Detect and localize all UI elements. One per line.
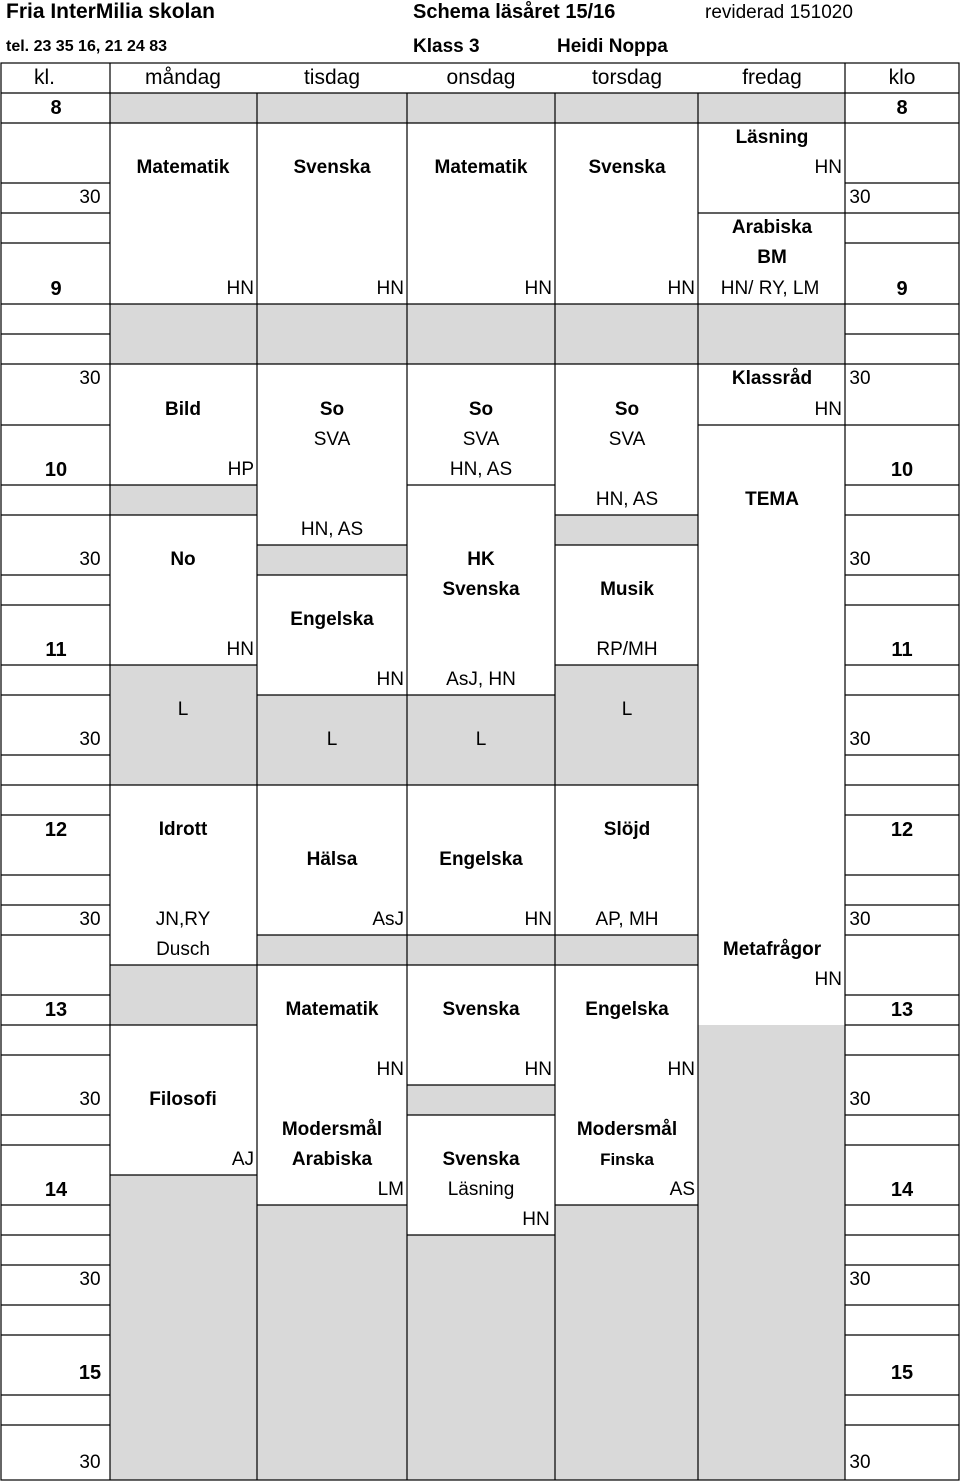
teacher-initials: AS — [669, 1179, 695, 1200]
teacher-initials: HN — [376, 278, 404, 299]
time-12-right: 12 — [890, 819, 914, 841]
lesson-so: So — [319, 399, 345, 420]
teacher-initials: HP — [227, 459, 254, 480]
time-830-right: 30 — [849, 187, 871, 208]
col-header-klo: klo — [888, 66, 916, 89]
teacher-initials: HN/ RY, LM — [720, 278, 820, 299]
lesson-music: Musik — [600, 579, 654, 600]
teacher-initials: HN — [522, 1209, 550, 1230]
time-9-right: 9 — [896, 278, 908, 300]
teacher-initials: HN — [376, 1059, 404, 1080]
lesson-mother-tongue: Modersmål — [576, 1119, 678, 1140]
class-name: Klass 3 — [413, 36, 480, 57]
revision-date: reviderad 151020 — [705, 2, 853, 23]
teacher-initials: HN, AS — [300, 519, 364, 540]
lesson-art: Bild — [165, 399, 201, 420]
lesson-mother-tongue: Modersmål — [281, 1119, 383, 1140]
lesson-science: No — [170, 549, 196, 570]
teacher-initials: AP, MH — [595, 909, 659, 930]
col-header-thursday: torsdag — [591, 66, 663, 89]
teacher-initials: HN — [226, 639, 254, 660]
col-header-friday: fredag — [742, 66, 802, 89]
teacher-initials: HN — [226, 278, 254, 299]
lesson-english: Engelska — [585, 999, 669, 1020]
time-12-left: 12 — [44, 819, 68, 841]
teacher-initials: HN — [814, 157, 842, 178]
teacher-name: Heidi Noppa — [557, 36, 668, 57]
teacher-initials: LM — [377, 1179, 404, 1200]
time-830-left: 30 — [79, 187, 101, 208]
lesson-bm: BM — [757, 247, 787, 268]
teacher-initials: AsJ, HN — [446, 669, 516, 690]
teacher-initials: AJ — [231, 1149, 254, 1170]
lesson-sva: SVA — [608, 429, 646, 450]
col-header-wednesday: onsdag — [446, 66, 516, 89]
time-14-left: 14 — [44, 1179, 68, 1201]
col-header-monday: måndag — [145, 66, 221, 89]
lunch-marker: L — [177, 699, 189, 720]
time-13-left: 13 — [44, 999, 68, 1021]
time-15-right: 15 — [890, 1362, 914, 1384]
lesson-swedish: Svenska — [442, 579, 520, 600]
lesson-arabic: Arabiska — [731, 217, 813, 238]
time-1330-right: 30 — [849, 1089, 871, 1110]
teacher-initials: HN — [524, 1059, 552, 1080]
phone-numbers: tel. 23 35 16, 21 24 83 — [6, 38, 168, 55]
time-1130-left: 30 — [79, 729, 101, 750]
teacher-initials: HN, AS — [449, 459, 513, 480]
time-15-left: 15 — [78, 1362, 102, 1384]
lesson-english: Engelska — [439, 849, 523, 870]
lesson-math: Matematik — [136, 157, 230, 178]
teacher-initials: JN,RY — [155, 909, 211, 930]
time-8-left: 8 — [50, 97, 62, 119]
lunch-marker: L — [326, 729, 338, 750]
time-13-right: 13 — [890, 999, 914, 1021]
time-930-left: 30 — [79, 368, 101, 389]
time-1430-right: 30 — [849, 1269, 871, 1290]
time-1230-right: 30 — [849, 909, 871, 930]
lesson-home-economics: HK — [467, 549, 495, 570]
teacher-initials: HN — [814, 399, 842, 420]
time-1030-right: 30 — [849, 549, 871, 570]
lesson-swedish: Svenska — [442, 999, 520, 1020]
teacher-initials: HN — [667, 1059, 695, 1080]
time-1030-left: 30 — [79, 549, 101, 570]
teacher-initials: HN — [524, 278, 552, 299]
lesson-reading: Läsning — [735, 127, 809, 148]
lesson-english: Engelska — [290, 609, 374, 630]
note-shower: Dusch — [156, 939, 210, 960]
lesson-math: Matematik — [434, 157, 528, 178]
time-10-left: 10 — [44, 459, 68, 481]
schedule-title: Schema läsåret 15/16 — [413, 1, 616, 23]
time-10-right: 10 — [890, 459, 914, 481]
time-930-right: 30 — [849, 368, 871, 389]
lesson-finnish: Finska — [600, 1150, 654, 1169]
lesson-arabic: Arabiska — [291, 1149, 373, 1170]
lesson-class-council: Klassråd — [731, 368, 813, 389]
lesson-math: Matematik — [285, 999, 379, 1020]
lesson-pe: Idrott — [158, 819, 208, 840]
lesson-sva: SVA — [313, 429, 351, 450]
lesson-crafts: Slöjd — [603, 819, 651, 840]
teacher-initials: HN — [667, 278, 695, 299]
lunch-marker: L — [621, 699, 633, 720]
lesson-philosophy: Filosofi — [149, 1089, 217, 1110]
teacher-initials: HN — [814, 969, 842, 990]
teacher-initials: RP/MH — [596, 639, 658, 660]
lunch-marker: L — [475, 729, 487, 750]
time-1130-right: 30 — [849, 729, 871, 750]
lesson-meta-questions: Metafrågor — [722, 939, 822, 960]
time-11-right: 11 — [891, 639, 913, 661]
time-1530-right: 30 — [849, 1452, 871, 1473]
teacher-initials: AsJ — [372, 909, 404, 930]
time-1330-left: 30 — [79, 1089, 101, 1110]
col-header-kl: kl. — [34, 66, 55, 89]
school-name: Fria InterMilia skolan — [6, 0, 215, 23]
time-14-right: 14 — [890, 1179, 914, 1201]
time-9-left: 9 — [50, 278, 62, 300]
time-11-left: 11 — [45, 639, 67, 661]
lesson-swedish: Svenska — [442, 1149, 520, 1170]
time-1230-left: 30 — [79, 909, 101, 930]
time-1530-left: 30 — [79, 1452, 101, 1473]
lesson-swedish: Svenska — [293, 157, 371, 178]
time-8-right: 8 — [896, 97, 908, 119]
lesson-so: So — [468, 399, 494, 420]
teacher-initials: HN, AS — [595, 489, 659, 510]
teacher-initials: HN — [376, 669, 404, 690]
lesson-reading: Läsning — [447, 1179, 515, 1200]
lesson-theme: TEMA — [745, 489, 799, 510]
lesson-so: So — [614, 399, 640, 420]
time-1430-left: 30 — [79, 1269, 101, 1290]
col-header-tuesday: tisdag — [303, 66, 361, 89]
teacher-initials: HN — [524, 909, 552, 930]
lesson-sva: SVA — [462, 429, 500, 450]
lesson-swedish: Svenska — [588, 157, 666, 178]
lesson-health: Hälsa — [306, 849, 358, 870]
